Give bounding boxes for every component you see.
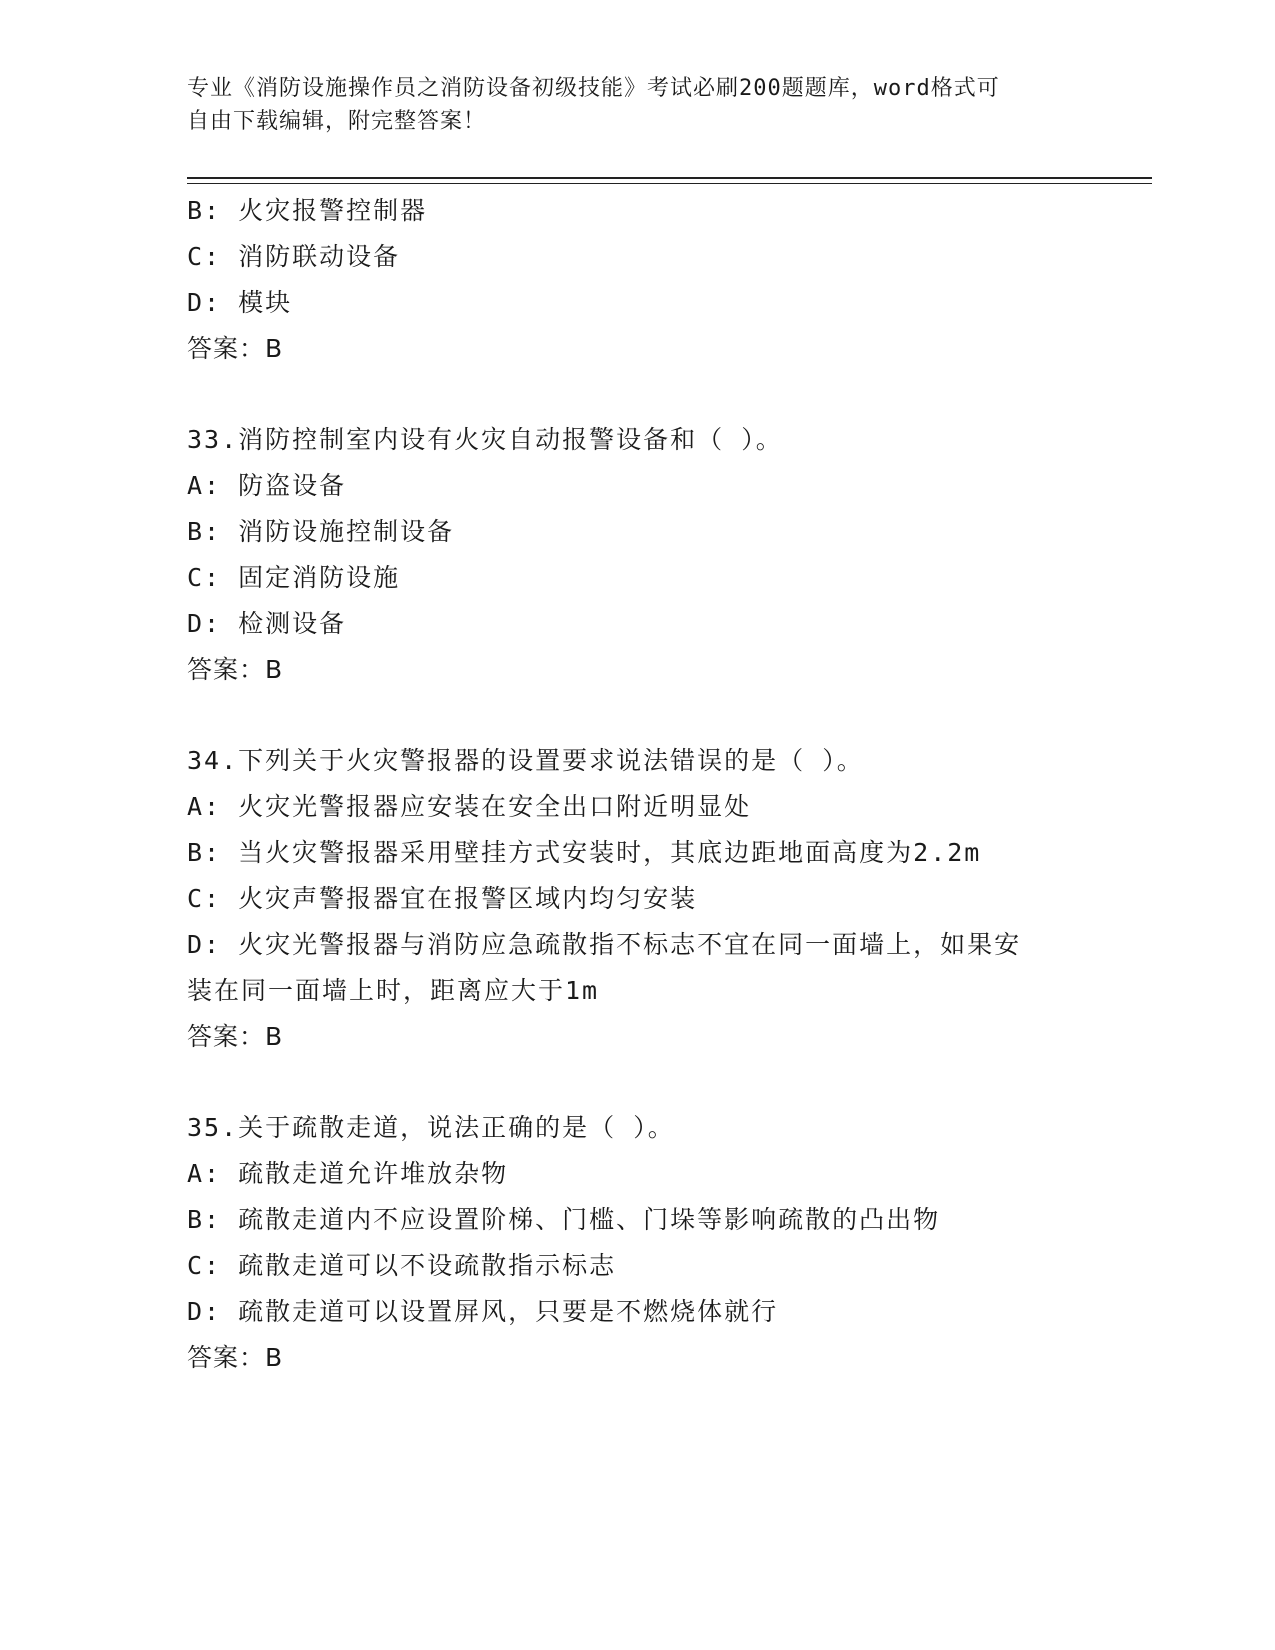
q35-question: 35.关于疏散走道，说法正确的是（ ）。 [187,1113,675,1142]
q35-option-a: A: 疏散走道允许堆放杂物 [187,1159,509,1188]
spacer [187,372,1087,417]
question-34-block [187,738,1087,1060]
q32-option-c: C: 消防联动设备 [187,242,401,271]
spacer [187,1060,1087,1105]
q33-option-b: B: 消防设施控制设备 [187,517,455,546]
header-title-line-1: 专业《消防设施操作员之消防设备初级技能》考试必刷200题题库，word格式可 [187,76,1000,101]
q34-option-a: A: 火灾光警报器应安装在安全出口附近明显处 [187,792,752,821]
q32-option-b: B: 火灾报警控制器 [187,196,428,225]
q33-answer: 答案：B [187,655,284,684]
q35-answer: 答案：B [187,1343,284,1372]
question-list [187,188,1087,1381]
q33-question: 33.消防控制室内设有火灾自动报警设备和（ ）。 [187,425,783,454]
header-divider-thick [187,177,1152,179]
q34-option-d-line-1: D: 火灾光警报器与消防应急疏散指不标志不宜在同一面墙上，如果安 [187,930,1022,959]
q33-option-d: D: 检测设备 [187,609,347,638]
question-32-block [187,188,1087,372]
spacer [187,693,1087,738]
q34-option-d-line-2: 装在同一面墙上时，距离应大于1m [187,976,600,1005]
page-header [187,72,1087,138]
q35-option-c: C: 疏散走道可以不设疏散指示标志 [187,1251,617,1280]
q34-option-b: B: 当火灾警报器采用壁挂方式安装时，其底边距地面高度为2.2m [187,838,982,867]
question-35-block [187,1105,1087,1381]
q35-option-b: B: 疏散走道内不应设置阶梯、门槛、门垛等影响疏散的凸出物 [187,1205,941,1234]
header-divider-thin [187,183,1152,184]
q34-option-c: C: 火灾声警报器宜在报警区域内均匀安装 [187,884,698,913]
q32-answer: 答案：B [187,334,284,363]
question-33-block [187,417,1087,693]
header-title-line-2: 自由下载编辑，附完整答案！ [187,109,487,134]
q32-option-d: D: 模块 [187,288,293,317]
q35-option-d: D: 疏散走道可以设置屏风，只要是不燃烧体就行 [187,1297,779,1326]
q33-option-a: A: 防盗设备 [187,471,347,500]
q33-option-c: C: 固定消防设施 [187,563,401,592]
q34-question: 34.下列关于火灾警报器的设置要求说法错误的是（ ）。 [187,746,864,775]
q34-answer: 答案：B [187,1022,284,1051]
